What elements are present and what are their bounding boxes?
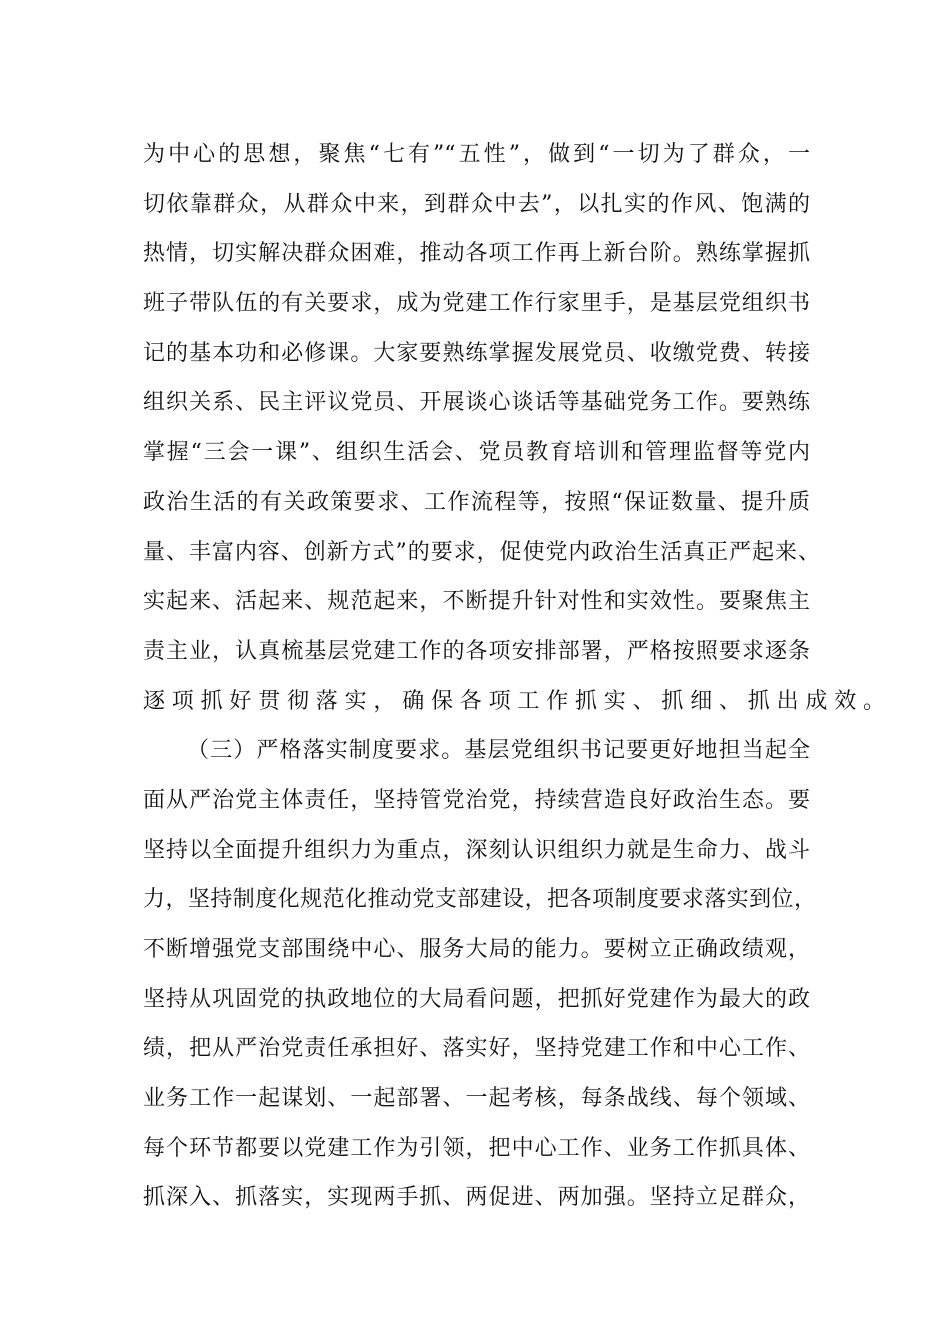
text-line: 实起来、活起来、规范起来，不断提升针对性和实效性。要聚焦主 <box>143 589 810 615</box>
section-heading-line: （三）严格落实制度要求。基层党组织书记要更好地担当起全 <box>187 738 810 764</box>
text-line: 政治生活的有关政策要求、工作流程等，按照“保证数量、提升质 <box>143 489 810 515</box>
text-line: 绩，把从严治党责任承担好、落实好，坚持党建工作和中心工作、 <box>143 1036 810 1062</box>
document-page <box>143 138 892 1231</box>
text-line: 班子带队伍的有关要求，成为党建工作行家里手，是基层党组织书 <box>143 291 810 317</box>
text-line: 掌握“三会一课”、组织生活会、党员教育培训和管理监督等党内 <box>143 440 810 466</box>
text-line: 坚持以全面提升组织力为重点，深刻认识组织力就是生命力、战斗 <box>143 837 810 863</box>
text-line: 每个环节都要以党建工作为引领，把中心工作、业务工作抓具体、 <box>143 1135 810 1161</box>
text-line: 力，坚持制度化规范化推动党支部建设，把各项制度要求落实到位， <box>143 887 816 913</box>
text-line: 热情，切实解决群众困难，推动各项工作再上新台阶。熟练掌握抓 <box>143 241 810 267</box>
text-line: 为中心的思想，聚焦“七有”“五性”，做到“一切为了群众，一 <box>143 142 810 167</box>
text-line: 坚持从巩固党的执政地位的大局看问题，把抓好党建作为最大的政 <box>143 986 810 1012</box>
text-line: 面从严治党主体责任，坚持管党治党，持续营造良好政治生态。要 <box>143 787 810 813</box>
text-line: 业务工作一起谋划、一起部署、一起考核，每条战线、每个领域、 <box>143 1086 810 1112</box>
text-line: 切依靠群众，从群众中来，到群众中去”，以扎实的作风、饱满的 <box>143 191 810 217</box>
text-line: 量、丰富内容、创新方式”的要求，促使党内政治生活真正严起来、 <box>143 539 820 565</box>
text-line: 不断增强党支部围绕中心、服务大局的能力。要树立正确政绩观， <box>143 937 810 962</box>
paragraph-2 <box>143 734 816 1231</box>
paragraph-1 <box>143 138 892 734</box>
text-line: 抓深入、抓落实，实现两手抓、两促进、两加强。坚持立足群众， <box>143 1185 810 1211</box>
text-line: 责主业，认真梳基层党建工作的各项安排部署，严格按照要求逐条 <box>143 638 810 664</box>
text-line: 组织关系、民主评议党员、开展谈心谈话等基础党务工作。要熟练 <box>143 390 810 416</box>
text-line: 逐项抓好贯彻落实，确保各项工作抓实、抓细、抓出成效。 <box>143 688 892 714</box>
text-line: 记的基本功和必修课。大家要熟练掌握发展党员、收缴党费、转接 <box>143 340 810 366</box>
